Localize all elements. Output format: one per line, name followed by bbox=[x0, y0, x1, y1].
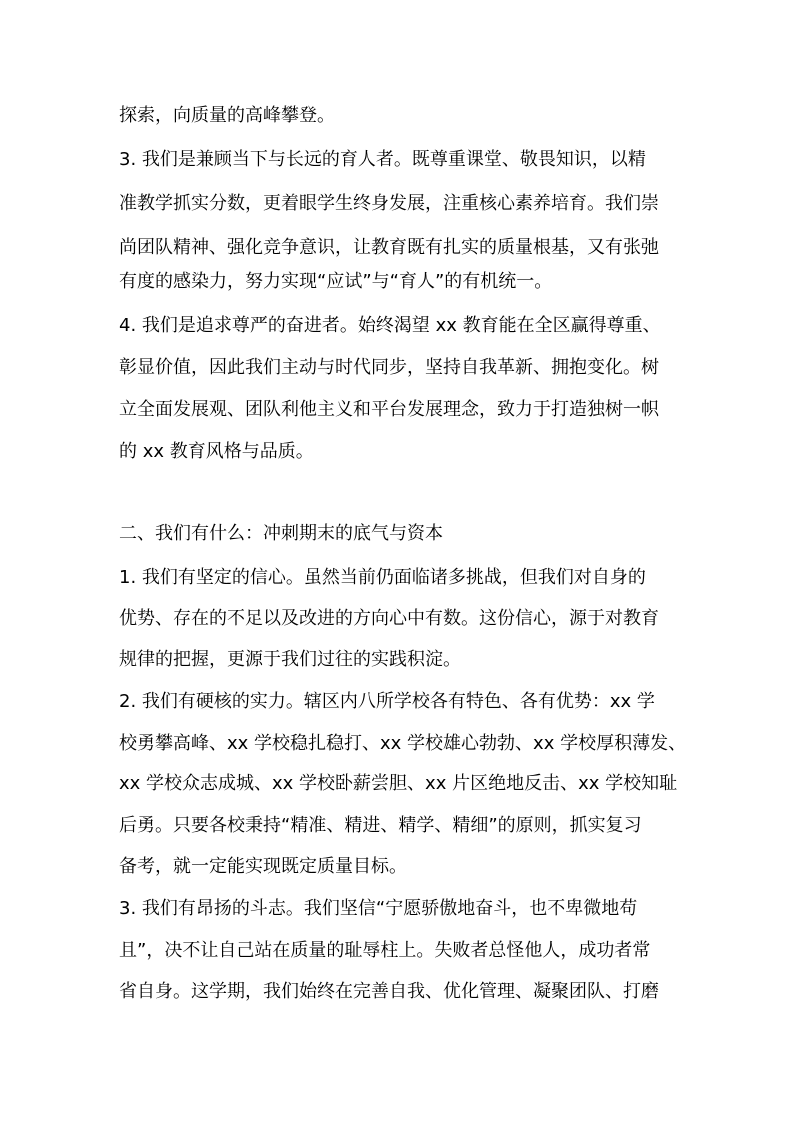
list-item-2-line-1: 2. 我们有硬核的实力。辖区内八所学校各有特色、各有优势：xx 学 bbox=[119, 691, 655, 712]
text-line: 立全面发展观、团队利他主义和平台发展理念，致力于打造独树一帜 bbox=[119, 399, 659, 420]
text-line: 彰显价值，因此我们主动与时代同步，坚持自我革新、拥抱变化。树 bbox=[119, 357, 659, 378]
list-item-4-line-1: 4. 我们是追求尊严的奋进者。始终渴望 xx 教育能在全区赢得尊重、 bbox=[119, 315, 661, 336]
text-line: 省自身。这学期，我们始终在完善自我、优化管理、凝聚团队、打磨 bbox=[119, 981, 659, 1002]
text-line: 后勇。只要各校秉持“精准、精进、精学、精细”的原则，抓实复习 bbox=[119, 815, 642, 836]
text-line: 尚团队精神、强化竞争意识，让教育既有扎实的质量根基，又有张弛 bbox=[119, 237, 659, 258]
section-heading: 二、我们有什么：冲刺期末的底气与资本 bbox=[119, 523, 443, 544]
text-line: 有度的感染力，努力实现“应试”与“育人”的有机统一。 bbox=[119, 271, 553, 292]
list-item-1-line-1: 1. 我们有坚定的信心。虽然当前仍面临诸多挑战，但我们对自身的 bbox=[119, 567, 646, 588]
list-item-3-line-1: 3. 我们有昂扬的斗志。我们坚信“宁愿骄傲地奋斗，也不卑微地苟 bbox=[119, 898, 638, 919]
text-line: 探索，向质量的高峰攀登。 bbox=[119, 105, 335, 126]
text-line: 校勇攀高峰、xx 学校稳扎稳打、xx 学校雄心勃勃、xx 学校厚积薄发、 bbox=[119, 733, 687, 754]
text-line: 准教学抓实分数，更着眼学生终身发展，注重核心素养培育。我们崇 bbox=[119, 193, 659, 214]
text-line: 的 xx 教育风格与品质。 bbox=[119, 441, 314, 462]
text-line: 且”，决不让自己站在质量的耻辱柱上。失败者总怪他人，成功者常 bbox=[119, 940, 651, 961]
list-item-3-line-1: 3. 我们是兼顾当下与长远的育人者。既尊重课堂、敬畏知识，以精 bbox=[119, 149, 646, 170]
text-line: 备考，就一定能实现既定质量目标。 bbox=[119, 856, 407, 877]
text-line: xx 学校众志成城、xx 学校卧薪尝胆、xx 片区绝地反击、xx 学校知耻 bbox=[119, 773, 678, 794]
text-line: 优势、存在的不足以及改进的方向心中有数。这份信心，源于对教育 bbox=[119, 608, 659, 629]
text-line: 规律的把握，更源于我们过往的实践积淀。 bbox=[119, 649, 461, 670]
